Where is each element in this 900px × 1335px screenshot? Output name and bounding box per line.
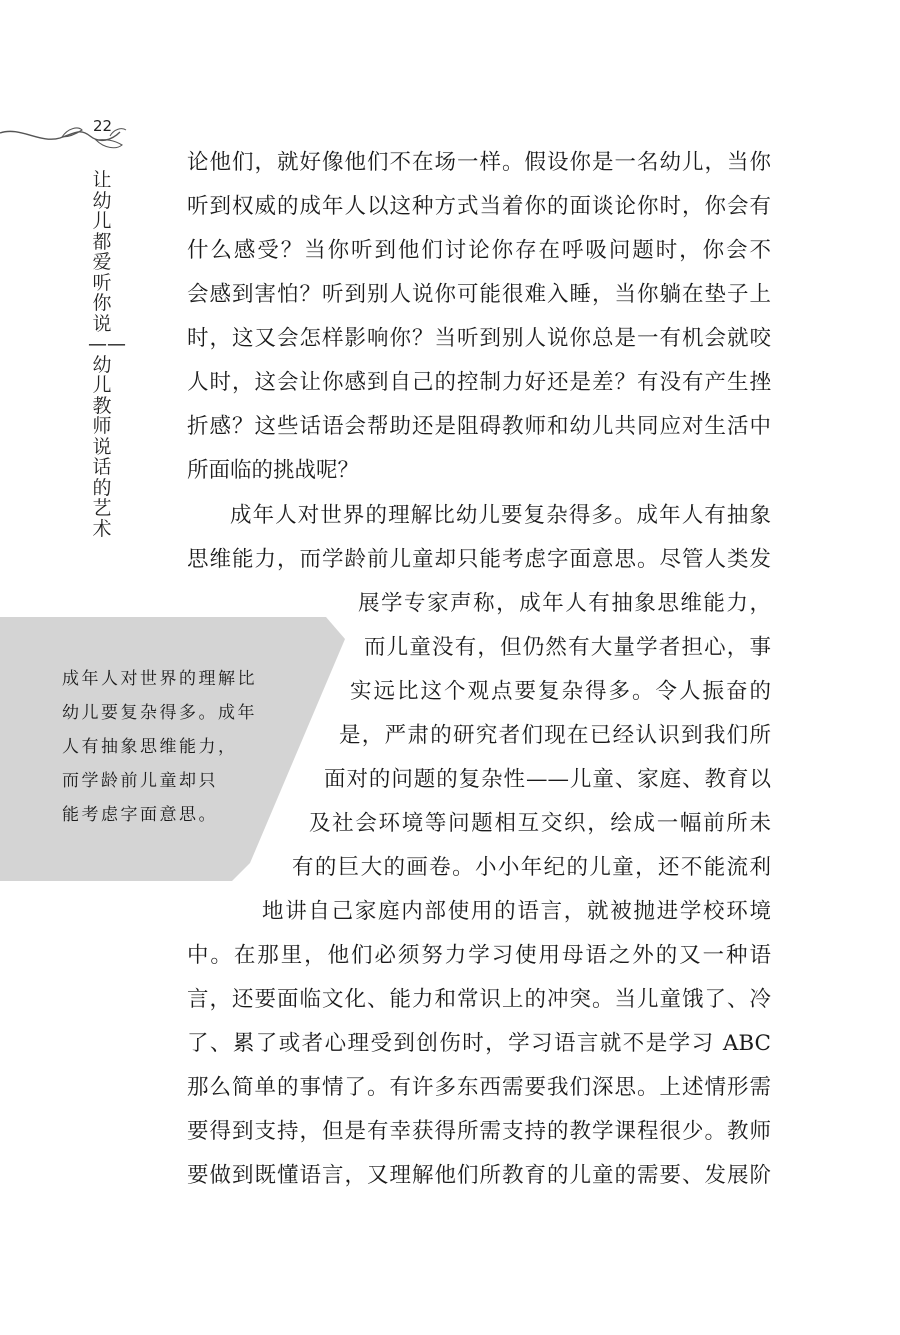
pullquote-line: 人有抽象思维能力， bbox=[62, 737, 238, 757]
pullquote-line: 幼儿要复杂得多。成年 bbox=[62, 703, 257, 723]
body-line: 人时，这会让你感到自己的控制力好还是差？有没有产生挫 bbox=[187, 370, 771, 395]
body-line: 及社会环境等问题相互交织，绘成一幅前所未 bbox=[309, 811, 771, 836]
pullquote-line: 成年人对世界的理解比 bbox=[62, 669, 257, 689]
body-line: 展学专家声称，成年人有抽象思维能力， bbox=[358, 591, 771, 616]
body-line: 听到权威的成年人以这种方式当着你的面谈论你时，你会有 bbox=[187, 194, 771, 219]
body-line: 所面临的挑战呢？ bbox=[187, 458, 360, 483]
body-line: 思维能力，而学龄前儿童却只能考虑字面意思。尽管人类发 bbox=[187, 547, 771, 572]
body-line: 论他们，就好像他们不在场一样。假设你是一名幼儿，当你 bbox=[187, 150, 771, 175]
body-line: 会感到害怕？听到别人说你可能很难入睡，当你躺在垫子上 bbox=[187, 282, 771, 307]
body-line: 要得到支持，但是有幸获得所需支持的教学课程很少。教师 bbox=[187, 1119, 771, 1144]
body-line: 是，严肃的研究者们现在已经认识到我们所 bbox=[339, 723, 771, 748]
running-title: 让幼儿都爱听你说——幼儿教师说话的艺术 bbox=[88, 169, 126, 540]
body-line: 言，还要面临文化、能力和常识上的冲突。当儿童饿了、冷 bbox=[187, 987, 771, 1012]
body-line: 有的巨大的画卷。小小年纪的儿童，还不能流利 bbox=[292, 855, 771, 880]
vine-ornament-icon bbox=[0, 118, 140, 158]
body-line: 时，这又会怎样影响你？当听到别人说你总是一有机会就咬 bbox=[187, 326, 771, 351]
body-line: 折感？这些话语会帮助还是阻碍教师和幼儿共同应对生活中 bbox=[187, 414, 771, 439]
body-line: 而儿童没有，但仍然有大量学者担心，事 bbox=[364, 635, 771, 660]
body-line: 了、累了或者心理受到创伤时，学习语言就不是学习 ABC bbox=[187, 1031, 771, 1056]
page-number: 22 bbox=[93, 117, 113, 135]
body-line: 实远比这个观点要复杂得多。令人振奋的 bbox=[350, 679, 771, 704]
body-line: 要做到既懂语言，又理解他们所教育的儿童的需要、发展阶 bbox=[187, 1163, 771, 1188]
body-line: 成年人对世界的理解比幼儿要复杂得多。成年人有抽象 bbox=[230, 503, 771, 528]
body-line: 那么简单的事情了。有许多东西需要我们深思。上述情形需 bbox=[187, 1075, 771, 1100]
body-line: 面对的问题的复杂性——儿童、家庭、教育以 bbox=[324, 767, 771, 792]
pullquote-line: 而学龄前儿童却只 bbox=[62, 771, 218, 791]
body-line: 什么感受？当你听到他们讨论你存在呼吸问题时，你会不 bbox=[187, 238, 771, 263]
pullquote bbox=[62, 662, 267, 832]
body-line: 地讲自己家庭内部使用的语言，就被抛进学校环境 bbox=[262, 899, 771, 924]
body-line: 中。在那里，他们必须努力学习使用母语之外的又一种语 bbox=[187, 943, 771, 968]
pullquote-line: 能考虑字面意思。 bbox=[62, 805, 218, 825]
